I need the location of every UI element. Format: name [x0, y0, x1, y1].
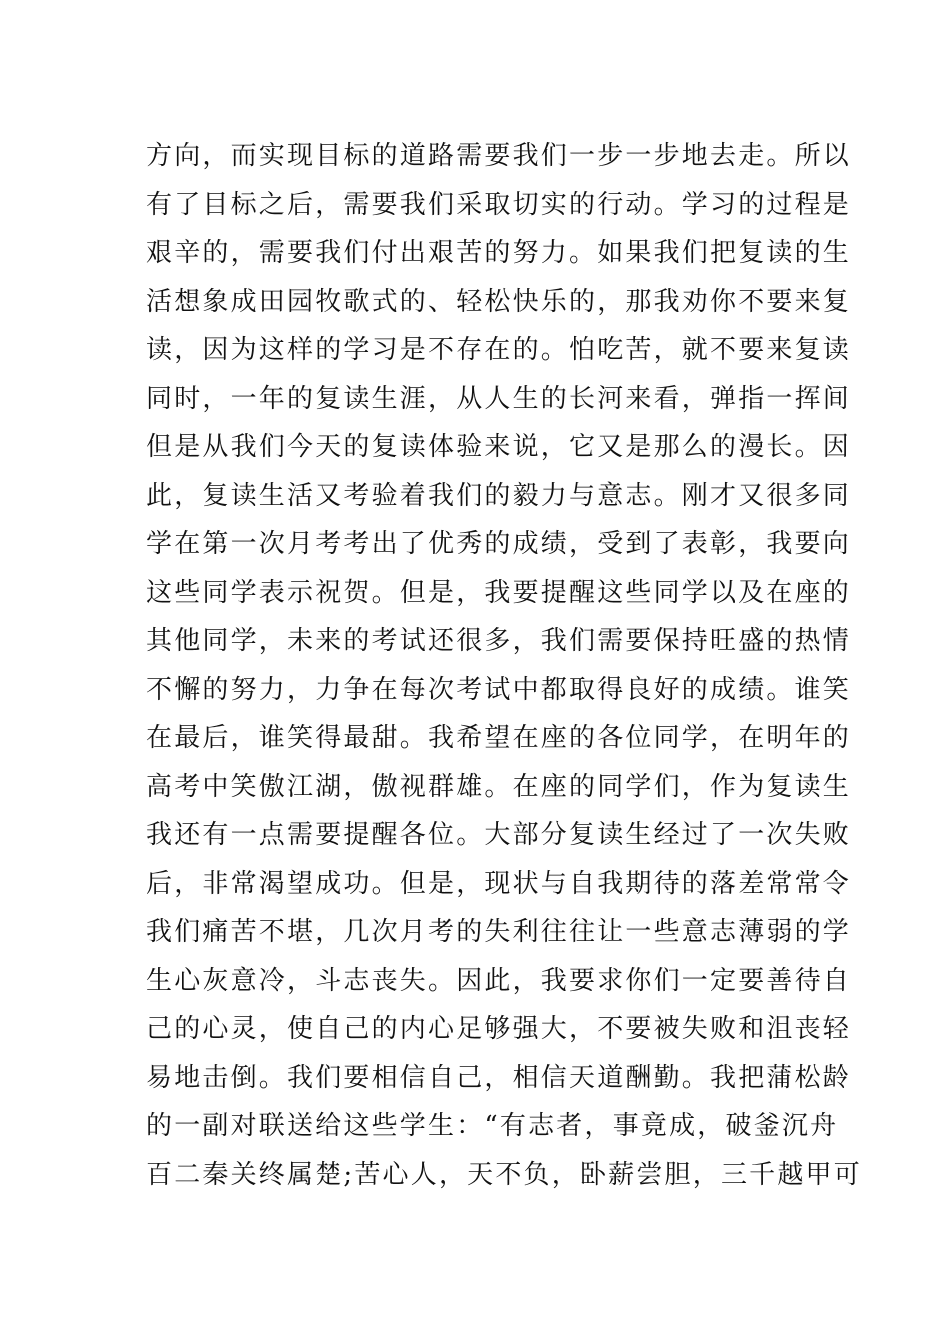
text-line-9: 学在第一次月考考出了优秀的成绩，受到了表彰，我要向: [146, 529, 852, 559]
text-line-13: 在最后，谁笑得最甜。我希望在座的各位同学，在明年的: [146, 723, 852, 753]
text-line-8: 此，复读生活又考验着我们的毅力与意志。刚才又很多同: [146, 480, 852, 511]
text-line-11: 其他同学，未来的考试还很多，我们需要保持旺盛的热情: [146, 626, 852, 656]
body-text: [146, 132, 862, 1199]
text-line-1: 方向，而实现目标的道路需要我们一步一步地去走。所以: [146, 141, 852, 171]
text-line-22: 百二秦关终属楚;苦心人，天不负，卧薪尝胆，三千越甲可: [146, 1159, 862, 1190]
text-line-2: 有了目标之后，需要我们采取切实的行动。学习的过程是: [146, 189, 852, 220]
text-line-15: 我还有一点需要提醒各位。大部分复读生经过了一次失败: [146, 820, 852, 850]
text-line-17: 我们痛苦不堪，几次月考的失利往往让一些意志薄弱的学: [146, 917, 852, 947]
text-line-5: 读，因为这样的学习是不存在的。怕吃苦，就不要来复读: [146, 335, 852, 365]
text-line-12: 不懈的努力，力争在每次考试中都取得良好的成绩。谁笑: [146, 674, 852, 705]
text-line-19: 己的心灵，使自己的内心足够强大，不要被失败和沮丧轻: [146, 1014, 852, 1044]
text-line-14: 高考中笑傲江湖，傲视群雄。在座的同学们，作为复读生: [146, 771, 852, 802]
text-line-18: 生心灰意冷，斗志丧失。因此，我要求你们一定要善待自: [146, 965, 852, 996]
text-line-3: 艰辛的，需要我们付出艰苦的努力。如果我们把复读的生: [146, 238, 852, 268]
text-line-21: 的一副对联送给这些学生：“有志者，事竟成，破釜沉舟: [146, 1111, 839, 1141]
text-line-4: 活想象成田园牧歌式的、轻松快乐的，那我劝你不要来复: [146, 286, 852, 317]
text-line-10: 这些同学表示祝贺。但是，我要提醒这些同学以及在座的: [146, 577, 852, 608]
text-line-6: 同时，一年的复读生涯，从人生的长河来看，弹指一挥间: [146, 383, 852, 414]
text-line-7: 但是从我们今天的复读体验来说，它又是那么的漫长。因: [146, 432, 852, 462]
text-line-20: 易地击倒。我们要相信自己，相信天道酬勤。我把蒲松龄: [146, 1062, 852, 1093]
text-line-16: 后，非常渴望成功。但是，现状与自我期待的落差常常令: [146, 868, 852, 899]
